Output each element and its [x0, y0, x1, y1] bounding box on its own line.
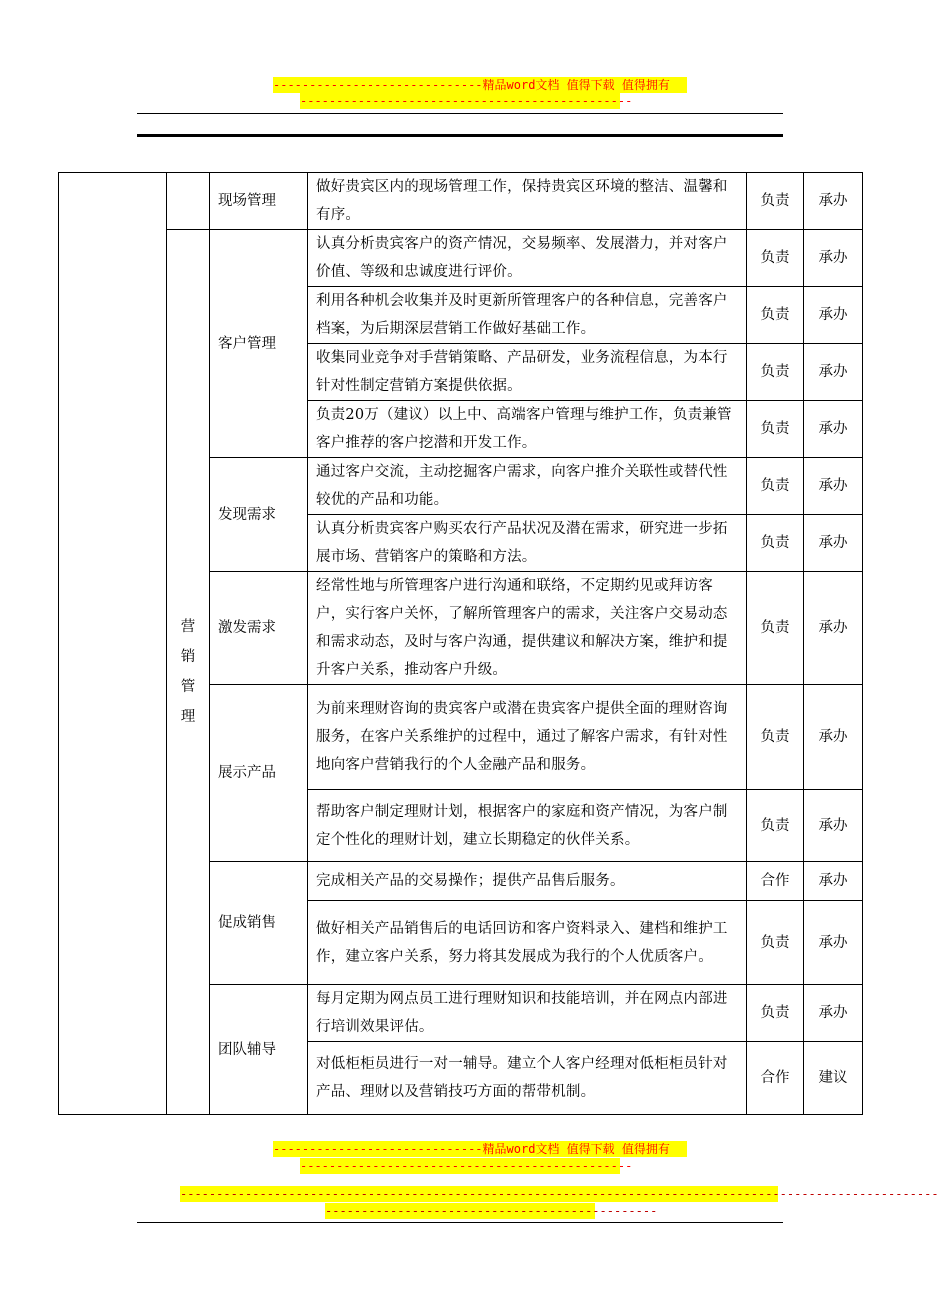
responsibility-cell: 建议 — [804, 1042, 863, 1115]
role-cell: 负责 — [747, 685, 804, 790]
description-cell: 对低柜柜员进行一对一辅导。建立个人客户经理对低柜柜员针对产品、理财以及营销技巧方面的帮带机制。 — [308, 1042, 747, 1115]
description-cell: 做好贵宾区内的现场管理工作，保持贵宾区环境的整洁、温馨和有序。 — [308, 173, 747, 230]
responsibility-cell: 承办 — [804, 685, 863, 790]
table-row — [59, 173, 863, 230]
footer-banner-line1: -----------------------------精品word文档 值得下载 值得拥有 — [273, 1141, 687, 1157]
responsibility-cell: 承办 — [804, 985, 863, 1042]
responsibility-cell: 承办 — [804, 572, 863, 685]
role-cell: 负责 — [747, 458, 804, 515]
subcategory-cell: 现场管理 — [210, 173, 308, 230]
header-rule-thin — [137, 113, 783, 114]
description-cell: 认真分析贵宾客户的资产情况，交易频率、发展潜力，并对客户价值、等级和忠诚度进行评价。 — [308, 230, 747, 287]
role-cell: 负责 — [747, 901, 804, 985]
subcategory-cell: 展示产品 — [210, 685, 308, 862]
footer-banner-line4: ---------------------------------------------- — [325, 1204, 658, 1218]
description-cell: 经常性地与所管理客户进行沟通和联络，不定期约见或拜访客户，实行客户关怀，了解所管理客户的需求，关注客户交易动态和需求动态，及时与客户沟通，提供建议和解决方案，维护和提升客户关系，推动客户升级。 — [308, 572, 747, 685]
category-cell — [167, 230, 210, 1115]
footer-banner-line2: ---------------------------------------------- — [300, 1159, 633, 1173]
footer-banner-line3: --------------------------------------------------------------------------------------------------------- — [180, 1187, 939, 1201]
responsibility-cell: 承办 — [804, 790, 863, 862]
description-cell: 认真分析贵宾客户购买农行产品状况及潜在需求，研究进一步拓展市场、营销客户的策略和方法。 — [308, 515, 747, 572]
subcategory-cell: 团队辅导 — [210, 985, 308, 1115]
header-rule-thick — [137, 134, 783, 137]
description-cell: 做好相关产品销售后的电话回访和客户资料录入、建档和维护工作，建立客户关系，努力将其发展成为我行的个人优质客户。 — [308, 901, 747, 985]
role-cell: 负责 — [747, 401, 804, 458]
blank-column-cell — [59, 173, 167, 1115]
responsibility-cell: 承办 — [804, 230, 863, 287]
responsibility-cell: 承办 — [804, 173, 863, 230]
role-cell: 负责 — [747, 985, 804, 1042]
blank-category-cell — [167, 173, 210, 230]
role-cell: 负责 — [747, 173, 804, 230]
category-label: 营销管理 — [180, 619, 196, 725]
responsibility-cell: 承办 — [804, 287, 863, 344]
responsibility-cell: 承办 — [804, 401, 863, 458]
responsibility-cell: 承办 — [804, 458, 863, 515]
role-cell: 负责 — [747, 287, 804, 344]
responsibility-cell: 承办 — [804, 515, 863, 572]
responsibility-cell: 承办 — [804, 862, 863, 901]
description-cell: 利用各种机会收集并及时更新所管理客户的各种信息，完善客户档案，为后期深层营销工作做好基础工作。 — [308, 287, 747, 344]
responsibility-cell: 承办 — [804, 344, 863, 401]
subcategory-cell: 激发需求 — [210, 572, 308, 685]
role-cell: 负责 — [747, 515, 804, 572]
duty-table — [58, 172, 863, 1115]
table-row — [59, 230, 863, 287]
role-cell: 负责 — [747, 344, 804, 401]
header-banner-line2: ---------------------------------------------- — [300, 94, 633, 108]
footer-rule — [137, 1222, 783, 1223]
description-cell: 收集同业竞争对手营销策略、产品研发，业务流程信息，为本行针对性制定营销方案提供依据。 — [308, 344, 747, 401]
role-cell: 合作 — [747, 862, 804, 901]
description-cell: 通过客户交流，主动挖掘客户需求，向客户推介关联性或替代性较优的产品和功能。 — [308, 458, 747, 515]
subcategory-cell: 发现需求 — [210, 458, 308, 572]
description-cell: 每月定期为网点员工进行理财知识和技能培训，并在网点内部进行培训效果评估。 — [308, 985, 747, 1042]
header-banner-line1: -----------------------------精品word文档 值得下载 值得拥有 — [273, 77, 687, 93]
responsibility-cell: 承办 — [804, 901, 863, 985]
subcategory-cell: 促成销售 — [210, 862, 308, 985]
role-cell: 负责 — [747, 230, 804, 287]
role-cell: 负责 — [747, 572, 804, 685]
description-cell: 帮助客户制定理财计划，根据客户的家庭和资产情况，为客户制定个性化的理财计划，建立长期稳定的伙伴关系。 — [308, 790, 747, 862]
description-cell: 负责20万（建议）以上中、高端客户管理与维护工作，负责兼管客户推荐的客户挖潜和开发工作。 — [308, 401, 747, 458]
subcategory-cell: 客户管理 — [210, 230, 308, 458]
role-cell: 负责 — [747, 790, 804, 862]
description-cell: 完成相关产品的交易操作；提供产品售后服务。 — [308, 862, 747, 901]
description-cell: 为前来理财咨询的贵宾客户或潜在贵宾客户提供全面的理财咨询服务，在客户关系维护的过程中，通过了解客户需求，有针对性地向客户营销我行的个人金融产品和服务。 — [308, 685, 747, 790]
role-cell: 合作 — [747, 1042, 804, 1115]
